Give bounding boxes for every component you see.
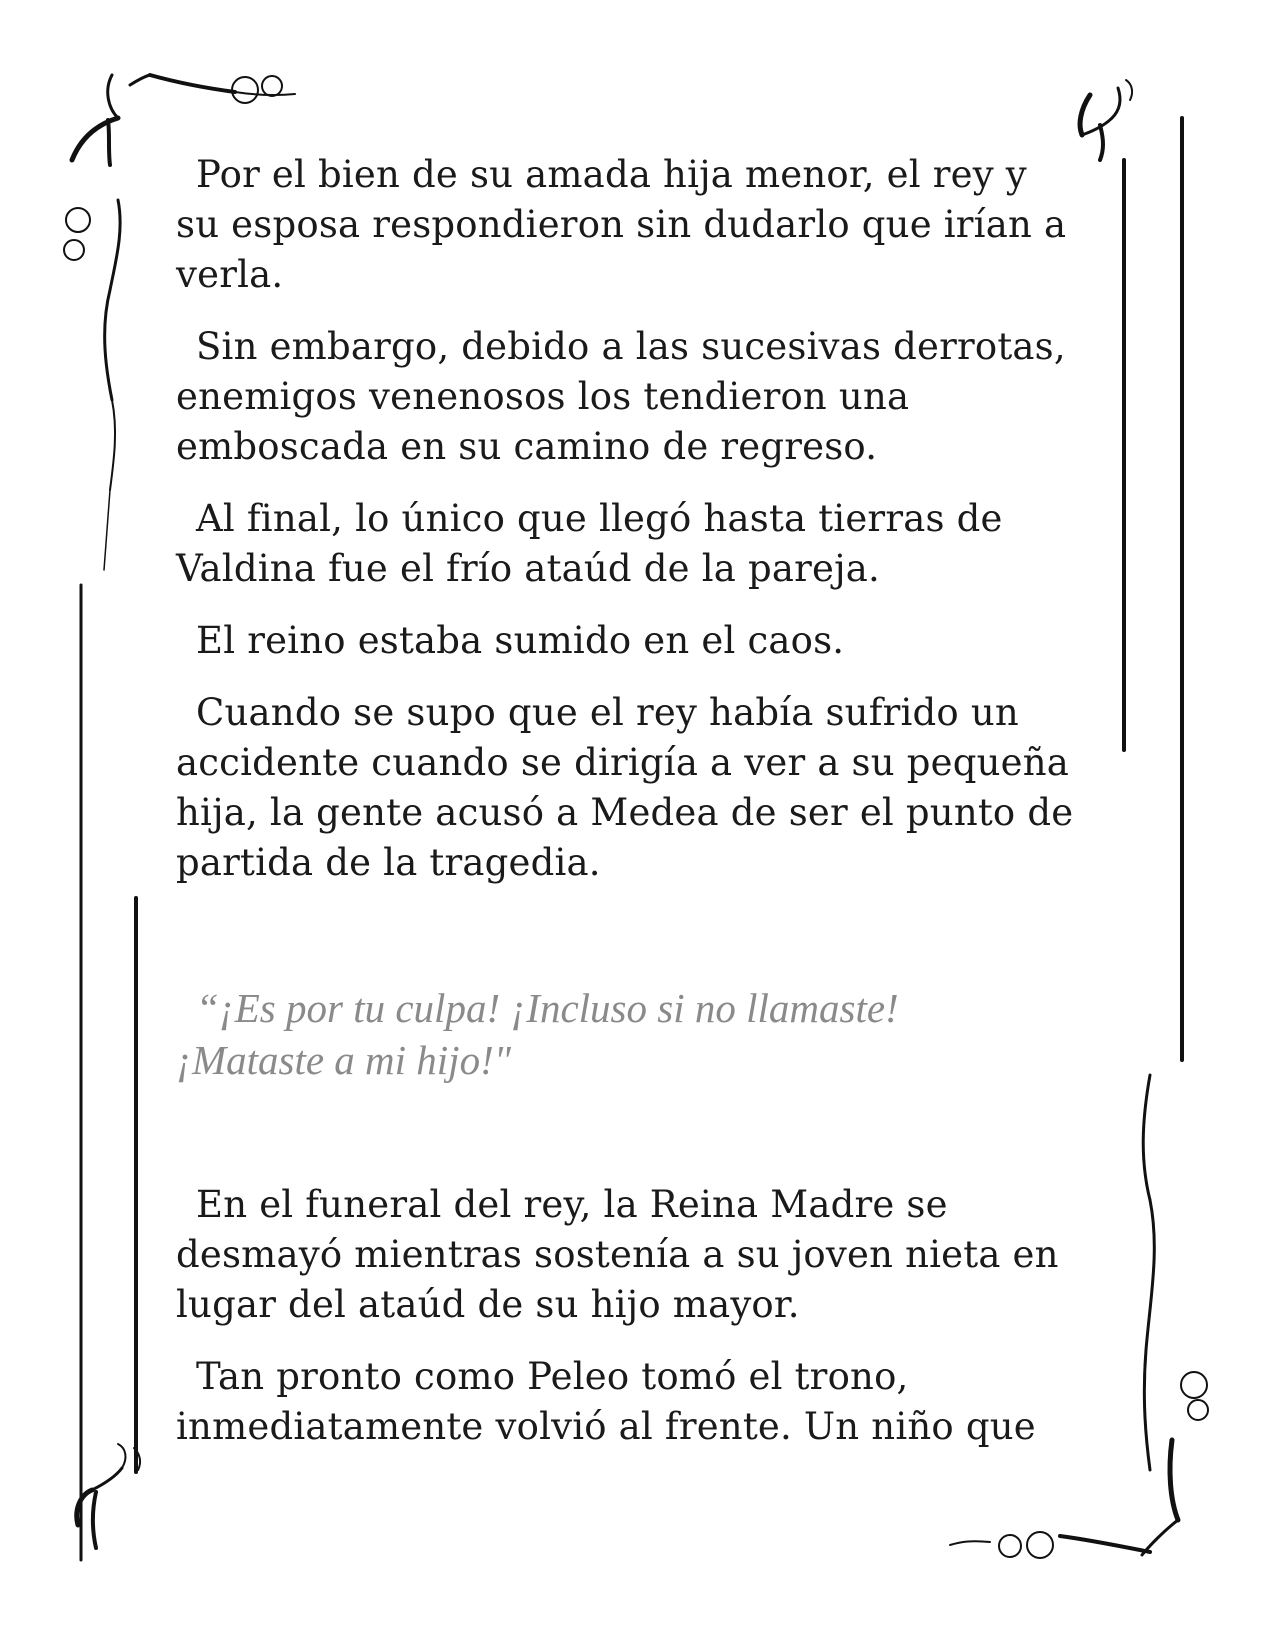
dialogue-quote: “¡Es por tu culpa! ¡Incluso si no llamaste! ¡Mataste a mi hijo!" — [176, 985, 899, 1083]
paragraph: Tan pronto como Peleo tomó el trono, inmediatamente volvió al frente. Un niño que — [176, 1355, 1036, 1448]
flourish-bottom-left — [77, 1444, 140, 1548]
paragraph: Cuando se supo que el rey había sufrido un accidente cuando se dirigía a ver a su pequeña hija, la gente acusó a Medea de ser el punto de partida de la tragedia. — [176, 691, 1074, 884]
paragraph: Al final, lo único que llegó hasta tierras de Valdina fue el frío ataúd de la pareja. — [176, 497, 1003, 590]
paragraph: Por el bien de su amada hija menor, el rey y su esposa respondieron sin dudarlo que irían a verla. — [176, 153, 1067, 296]
story-text — [176, 150, 1081, 1474]
flourish-top-right — [1080, 80, 1132, 160]
paragraph: Sin embargo, debido a las sucesivas derrotas, enemigos venenosos los tendieron una emboscada en su camino de regreso. — [176, 325, 1066, 468]
paragraph: El reino estaba sumido en el caos. — [196, 619, 845, 662]
paragraph: En el funeral del rey, la Reina Madre se desmayó mientras sostenía a su joven nieta en lugar del ataúd de su hijo mayor. — [176, 1183, 1059, 1326]
